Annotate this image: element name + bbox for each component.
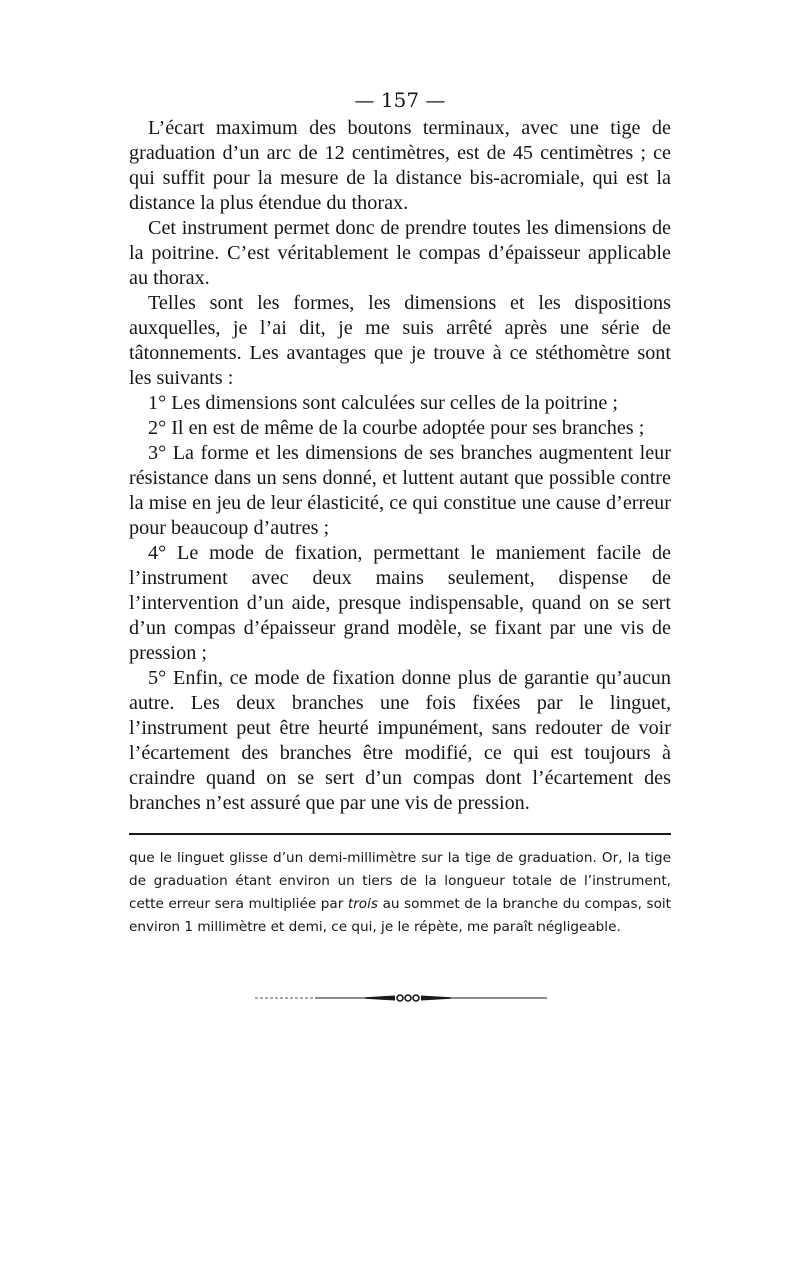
tailpiece-ornament-icon xyxy=(255,990,547,1006)
page-number: — 157 — xyxy=(354,88,446,112)
paragraph-instrument-dimensions: Cet instrument permet donc de prendre toutes les dimensions de la poitrine. C’est véritablement le compas d’épaisseur applicable au thorax. xyxy=(129,217,671,289)
list-item-advantage-3: 3° La forme et les dimensions de ses branches augmentent leur résistance dans un sens donné, et luttent autant que possible contre la mise en jeu de leur élasticité, ce qui constitue une cause d’erreur pour beaucoup d’autres ; xyxy=(129,442,671,539)
paragraph-advantages-intro: Telles sont les formes, les dimensions et les dispositions auxquelles, je l’ai dit, je me suis arrêté après une série de tâtonnements. Les avantages que je trouve à ce stéthomètre sont les suivants : xyxy=(129,292,671,389)
footnote-italic-word: trois xyxy=(347,896,378,912)
list-item-advantage-4: 4° Le mode de fixation, permettant le maniement facile de l’instrument avec deux mains seulement, dispense de l’intervention d’un aide, presque indispensable, quand on se sert d’un compas d’épaisseur grand modèle, se fixant par une vis de pression ; xyxy=(129,542,671,664)
footnote-text-end: au sommet de la branche du compas, soit environ 1 millimètre et demi, ce qui, je le répète, me paraît négligeable. xyxy=(129,896,671,935)
main-text xyxy=(129,116,671,816)
footnote-divider xyxy=(129,833,671,835)
footnote-text xyxy=(129,847,671,939)
footnote xyxy=(129,847,671,939)
footnote-text-start: que le linguet glisse d’un demi-millimètre sur la tige de graduation. Or, la tige de graduation étant environ un tiers de la longueur totale de l’instrument, cette erreur sera multipliée par xyxy=(129,850,671,912)
paragraph-maximum-spread: L’écart maximum des boutons terminaux, avec une tige de graduation d’un arc de 12 centimètres, est de 45 centimètres ; ce qui suffit pour la mesure de la distance bis-acromiale, qui est la distance la plus étendue du thorax. xyxy=(129,117,671,214)
list-item-advantage-5: 5° Enfin, ce mode de fixation donne plus de garantie qu’aucun autre. Les deux branches une fois fixées par le linguet, l’instrument peut être heurté impunément, sans redouter de voir l’écartement des branches être modifié, ce qui est toujours à craindre quand on se sert d’un compas dont l’écartement des branches n’est assuré que par une vis de pression. xyxy=(129,667,671,814)
list-item-advantage-1: 1° Les dimensions sont calculées sur celles de la poitrine ; xyxy=(148,392,619,414)
list-item-advantage-2: 2° Il en est de même de la courbe adoptée pour ses branches ; xyxy=(148,417,645,439)
